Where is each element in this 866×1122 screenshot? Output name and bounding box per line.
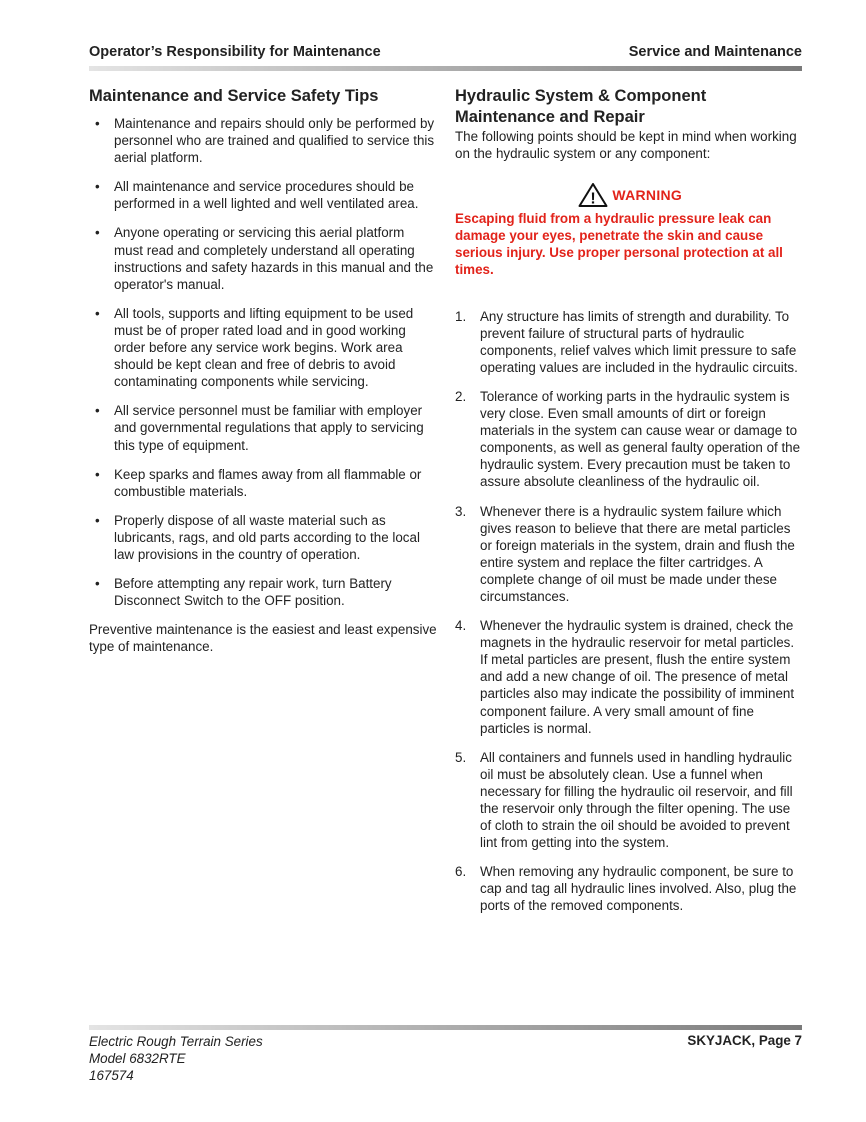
list-item (89, 115, 437, 166)
safety-tips-heading: Maintenance and Service Safety Tips (89, 87, 379, 105)
footer-series: Electric Rough Terrain Series (89, 1034, 263, 1049)
list-item (89, 512, 437, 563)
item-number: 5. (455, 749, 467, 765)
list-item-text: All containers and funnels used in handling hydraulic oil must be absolutely clean. Use a funnel when necessary for filling the hydraulic oil reservoir, and fill the reservoir only through the filter opening. The use of cloth to strain the oil should be avoided to prevent lint from getting into the system. (480, 749, 793, 851)
warning-header (455, 182, 805, 208)
list-item-text: All maintenance and service procedures should be performed in a well lighted and well ventilated area. (114, 179, 419, 212)
header-rule (89, 66, 802, 71)
hydraulic-heading-line1: Hydraulic System & Component (455, 87, 707, 105)
list-item-text: All tools, supports and lifting equipment to be used must be of proper rated load and in good working order before any service work begins. Work area should be kept clean and free of debris to avoid contaminating components while servicing. (114, 305, 414, 390)
list-item (455, 749, 805, 852)
list-item-text: Before attempting any repair work, turn Battery Disconnect Switch to the OFF position. (114, 576, 392, 609)
list-item (455, 308, 805, 376)
bullet-symbol: • (95, 116, 100, 131)
hydraulic-intro: The following points should be kept in mind when working on the hydraulic system or any component: (455, 129, 797, 162)
list-item (455, 388, 805, 491)
list-item (89, 305, 437, 390)
list-item (455, 863, 805, 914)
item-number: 2. (455, 388, 467, 404)
bullet-symbol: • (95, 305, 100, 321)
footer-part-number: 167574 (89, 1068, 134, 1083)
bullet-symbol: • (95, 466, 100, 482)
header-chapter-title: Service and Maintenance (628, 44, 802, 60)
list-item-text: Keep sparks and flames away from all flammable or combustible materials. (114, 466, 422, 499)
warning-icon-glyph: ! (590, 190, 596, 208)
bullet-symbol: • (95, 576, 100, 592)
list-item (89, 402, 437, 453)
list-item (89, 224, 437, 292)
list-item-text: Tolerance of working parts in the hydraulic system is very close. Even small amounts of dirt or foreign materials in the system can cause wear or damage to components, as well as general faulty operation of the hydraulic system. Every precaution must be taken to assure absolute cleanliness of the hydraulic oil. (480, 388, 801, 490)
right-column (455, 86, 805, 927)
footer-product-info (89, 1033, 263, 1084)
list-item-text: Properly dispose of all waste material such as lubricants, rags, and old parts according to the local law provisions in the country of operation. (114, 512, 420, 562)
item-number: 1. (455, 308, 467, 324)
item-number: 3. (455, 503, 467, 519)
bullet-symbol: • (95, 403, 100, 419)
list-item-text: Maintenance and repairs should only be performed by personnel who are trained and qualified to service this aerial platform. (114, 116, 435, 166)
bullet-symbol: • (95, 225, 100, 241)
list-item (455, 617, 805, 737)
item-number: 6. (455, 864, 467, 880)
list-item-text: Whenever the hydraulic system is drained, check the magnets in the hydraulic reservoir for metal particles. If metal particles are present, flush the entire system and add a new change of oil. The presence of metal particles also may indicate the possibility of imminent component failure. A very small amount of fine particles is normal. (480, 618, 795, 736)
footer-model: Model 6832RTE (89, 1051, 186, 1066)
footer-rule (89, 1025, 802, 1030)
list-item-text: All service personnel must be familiar with employer and governmental regulations that apply to servicing this type of equipment. (114, 403, 424, 453)
safety-tips-list (89, 115, 437, 609)
warning-message: Escaping fluid from a hydraulic pressure leak can damage your eyes, penetrate the skin and cause serious injury. Use proper personal protection at all times. (455, 211, 783, 278)
hydraulic-heading-line2: Maintenance and Repair (455, 108, 645, 126)
warning-label: WARNING (612, 187, 683, 204)
list-item (89, 466, 437, 500)
header-section-title: Operator’s Responsibility for Maintenance (89, 44, 381, 60)
page-header (89, 44, 802, 64)
list-item (89, 178, 437, 212)
preventive-maintenance-note: Preventive maintenance is the easiest and least expensive type of maintenance. (89, 622, 437, 655)
list-item-text: Any structure has limits of strength and durability. To prevent failure of structural parts of hydraulic components, relief valves which limit pressure to safe operating values are included in the hydraulic circuits. (480, 308, 798, 375)
list-item (89, 575, 437, 609)
page-number: SKYJACK, Page 7 (687, 1033, 802, 1048)
list-item-text: Anyone operating or servicing this aerial platform must read and completely understand all operating instructions and safety hazards in this manual and the operator's manual. (114, 225, 434, 292)
list-item-text: When removing any hydraulic component, be sure to cap and tag all hydraulic lines involved. Also, plug the ports of the removed components. (480, 864, 797, 914)
bullet-symbol: • (95, 512, 100, 528)
list-item (455, 503, 805, 606)
hydraulic-heading (455, 86, 805, 128)
bullet-symbol: • (95, 179, 100, 195)
left-column (89, 86, 437, 655)
warning-triangle-icon (578, 182, 608, 208)
hydraulic-points-list (455, 308, 805, 915)
item-number: 4. (455, 618, 467, 634)
list-item-text: Whenever there is a hydraulic system failure which gives reason to believe that there are metal particles or foreign materials in the system, drain and flush the entire system and replace the filter cartridges. A complete change of oil must be made under these circumstances. (480, 503, 795, 604)
